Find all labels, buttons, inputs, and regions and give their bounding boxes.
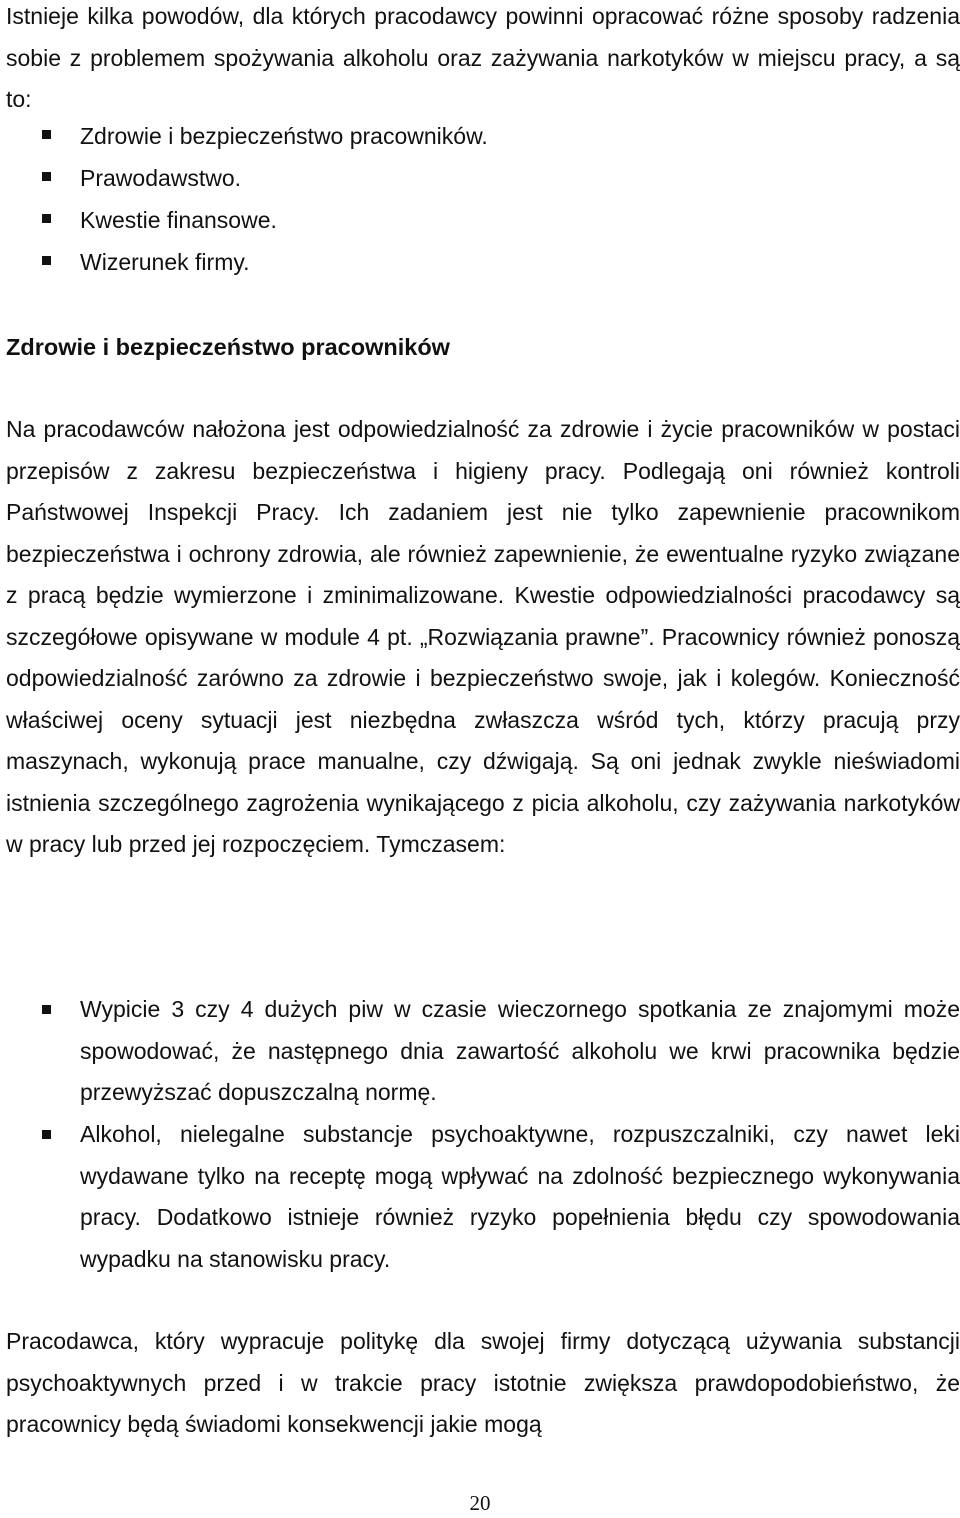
square-bullet-icon bbox=[42, 1130, 51, 1139]
list-item bbox=[0, 240, 960, 282]
list-item-text: Wypicie 3 czy 4 dużych piw w czasie wieczornego spotkania ze znajomymi może spowodować, że następnego dnia zawartość alkoholu we krwi pracownika będzie przewyższać dopuszczalną normę. bbox=[80, 996, 960, 1105]
square-bullet-icon bbox=[42, 1005, 51, 1014]
list-item-text: Kwestie finansowe. bbox=[80, 207, 277, 233]
risks-list bbox=[0, 989, 960, 1280]
list-item bbox=[0, 198, 960, 240]
intro-paragraph: Istnieje kilka powodów, dla których pracodawcy powinni opracować różne sposoby radzenia sobie z problemem spożywania alkoholu oraz zażywania narkotyków w miejscu pracy, a są to: bbox=[6, 3, 960, 112]
list-item-text: Alkohol, nielegalne substancje psychoaktywne, rozpuszczalniki, czy nawet leki wydawane tylko na receptę mogą wpływać na zdolność bezpiecznego wykonywania pracy. Dodatkowo istnieje również ryzyko popełnienia błędu czy spowodowania wypadku na stanowisku pracy. bbox=[80, 1121, 960, 1272]
list-item bbox=[0, 116, 960, 156]
list-item-text: Zdrowie i bezpieczeństwo pracowników. bbox=[80, 123, 488, 149]
square-bullet-icon bbox=[42, 214, 51, 223]
body-paragraph: Na pracodawców nałożona jest odpowiedzialność za zdrowie i życie pracowników w postaci przepisów z zakresu bezpieczeństwa i higieny pracy. Podlegają oni również kontroli Państwowej Inspekcji Pracy. Ich zadaniem jest nie tylko zapewnienie pracownikom bezpieczeństwa i ochrony zdrowia, ale również zapewnienie, że ewentualne ryzyko związane z pracą będzie wymierzone i zminimalizowane. Kwestie odpowiedzialności pracodawcy są szczegółowe opisywane w module 4 pt. „Rozwiązania prawne”. Pracownicy również ponoszą odpowiedzialność zarówno za zdrowie i bezpieczeństwo swoje, jak i kolegów. Konieczność właściwej oceny sytuacji jest niezbędna zwłaszcza wśród tych, którzy pracują przy maszynach, wykonują prace manualne, czy dźwigają. Są oni jednak zwykle nieświadomi istnienia szczególnego zagrożenia wynikającego z picia alkoholu, czy zażywania narkotyków w pracy lub przed jej rozpoczęciem. Tymczasem: bbox=[6, 416, 960, 857]
list-item bbox=[0, 989, 960, 1114]
closing-paragraph: Pracodawca, który wypracuje politykę dla swojej firmy dotyczącą używania substancji psychoaktywnych przed i w trakcie pracy istotnie zwiększa prawdopodobieństwo, że pracownicy będą świadomi konsekwencji jakie mogą bbox=[6, 1328, 960, 1437]
square-bullet-icon bbox=[42, 172, 51, 181]
list-item bbox=[0, 1114, 960, 1280]
square-bullet-icon bbox=[42, 256, 51, 265]
page-number: 20 bbox=[469, 1491, 491, 1515]
square-bullet-icon bbox=[42, 130, 51, 139]
reasons-list bbox=[0, 116, 960, 282]
list-item-text: Wizerunek firmy. bbox=[80, 249, 250, 275]
list-item bbox=[0, 156, 960, 198]
list-item-text: Prawodawstwo. bbox=[80, 165, 242, 191]
section-heading: Zdrowie i bezpieczeństwo pracowników bbox=[6, 334, 450, 360]
